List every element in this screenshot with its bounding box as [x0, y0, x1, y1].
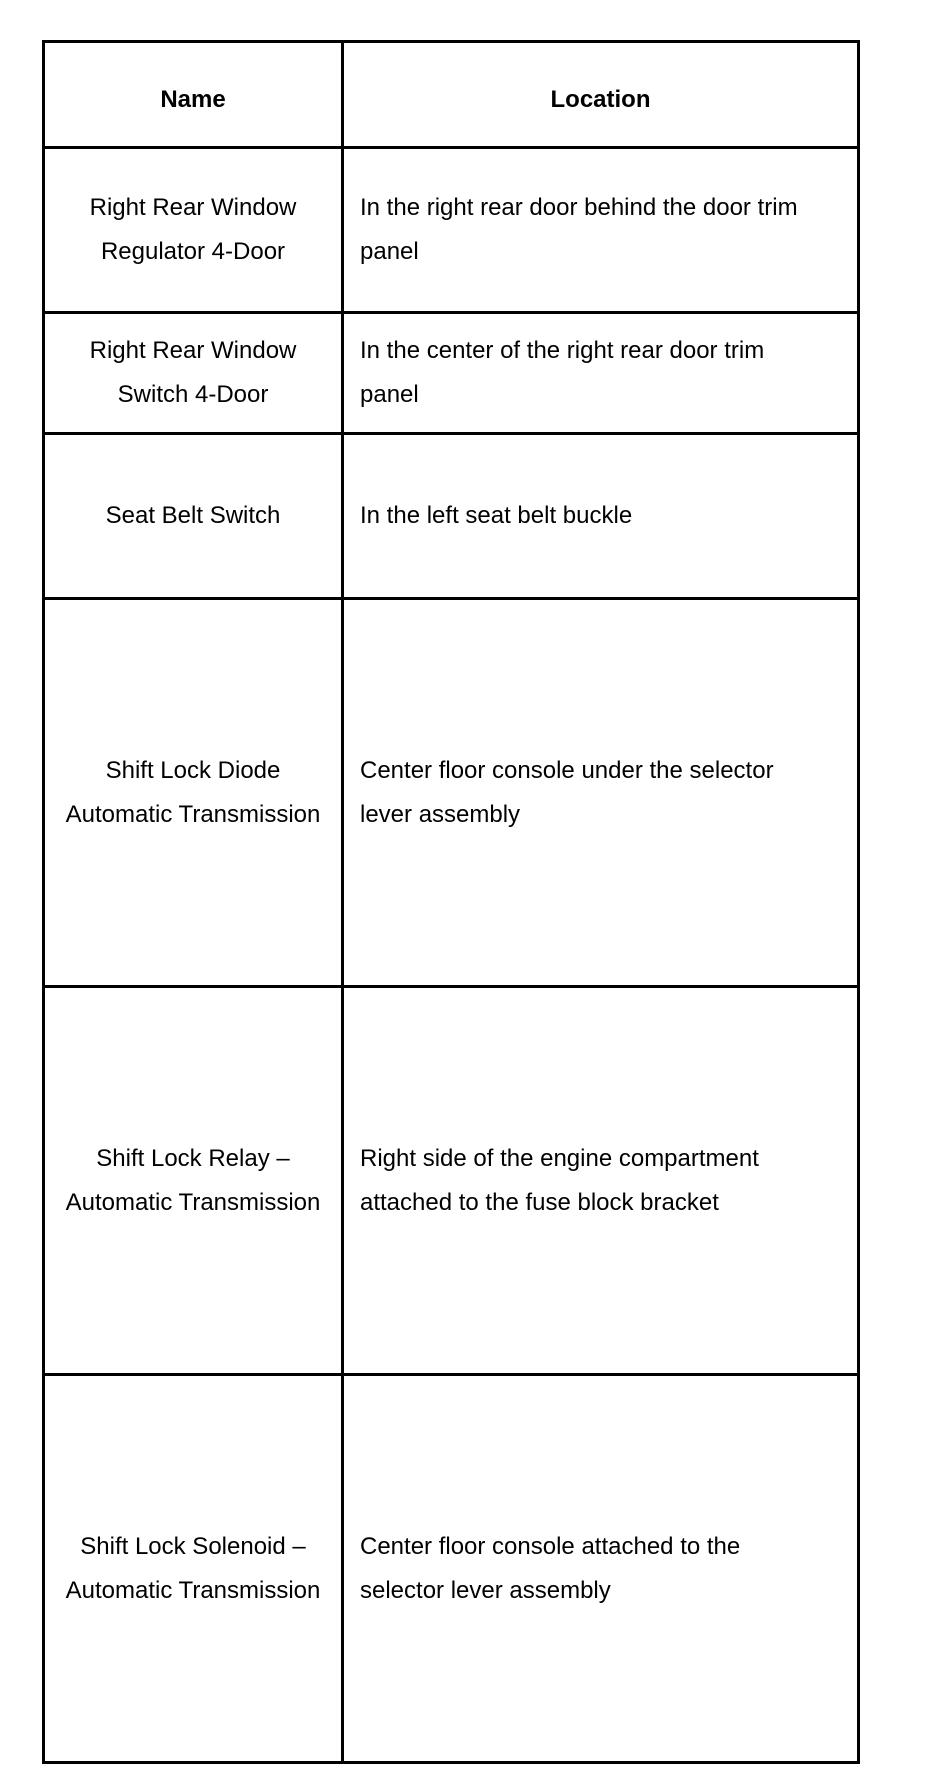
- name-cell: [44, 599, 343, 987]
- location-text: In the left seat belt buckle: [360, 502, 633, 529]
- location-text: Center floor console under the selector lever assembly: [360, 756, 774, 828]
- name-text: Shift Lock Relay – Automatic Transmission: [65, 1144, 321, 1216]
- name-text: Shift Lock Diode Automatic Transmission: [65, 756, 321, 828]
- location-cell: [343, 1375, 859, 1763]
- location-cell: [343, 434, 859, 599]
- column-header-name: Name: [44, 42, 343, 148]
- name-cell: [44, 434, 343, 599]
- name-cell: [44, 1375, 343, 1763]
- location-text: In the right rear door behind the door trim panel: [360, 194, 798, 265]
- location-text: Right side of the engine compartment attached to the fuse block bracket: [360, 1144, 759, 1216]
- table-row: [44, 434, 859, 599]
- column-header-location: Location: [343, 42, 859, 148]
- table-header: [44, 42, 859, 148]
- table-row: [44, 987, 859, 1375]
- name-text: Shift Lock Solenoid – Automatic Transmission: [65, 1532, 321, 1604]
- table-row: [44, 599, 859, 987]
- name-text: Right Rear Window Regulator 4-Door: [89, 194, 297, 265]
- location-cell: [343, 987, 859, 1375]
- component-location-table: [42, 40, 860, 1764]
- location-cell: [343, 599, 859, 987]
- location-text: Center floor console attached to the selector lever assembly: [360, 1532, 741, 1604]
- table-row: [44, 313, 859, 434]
- name-cell: [44, 148, 343, 313]
- location-cell: [343, 313, 859, 434]
- table-header-row: [44, 42, 859, 148]
- table-row: [44, 148, 859, 313]
- name-cell: [44, 313, 343, 434]
- name-text: Right Rear Window Switch 4-Door: [89, 337, 297, 408]
- name-text: Seat Belt Switch: [105, 502, 281, 529]
- name-cell: [44, 987, 343, 1375]
- table-body: [44, 148, 859, 1763]
- table-row: [44, 1375, 859, 1763]
- location-cell: [343, 148, 859, 313]
- component-location-table-wrapper: [42, 40, 860, 1764]
- location-text: In the center of the right rear door trim panel: [360, 337, 765, 408]
